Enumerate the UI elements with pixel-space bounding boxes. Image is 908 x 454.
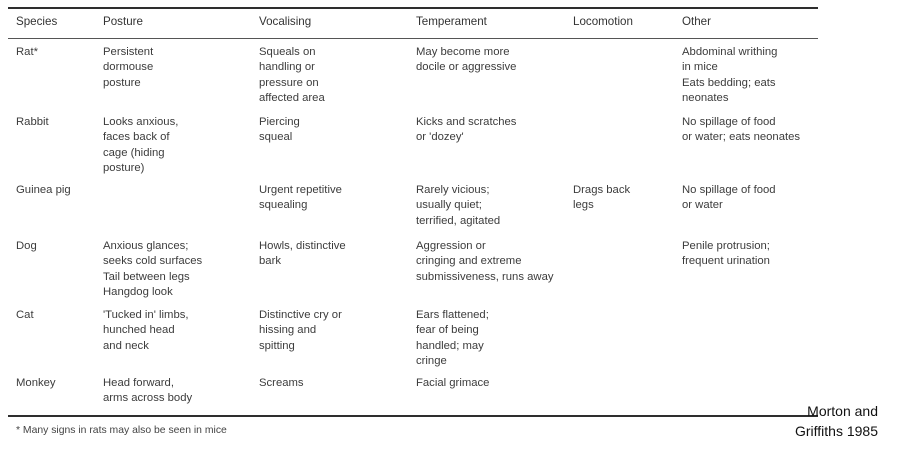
table-header-rule	[8, 38, 818, 39]
cell-temperament: Facial grimace	[416, 377, 490, 389]
cell-vocalising: Urgent repetitive squealing	[259, 184, 342, 212]
cell-species: Guinea pig	[16, 184, 71, 196]
cell-other: Abdominal writhing in mice Eats bedding; eats neonates	[682, 46, 778, 105]
cell-posture: 'Tucked in' limbs, hunched head and neck	[103, 309, 189, 352]
cell-vocalising: Piercing squeal	[259, 116, 300, 144]
header-species: Species	[16, 15, 58, 28]
credit-line-1: Morton and	[807, 403, 878, 419]
credit-line-2: Griffiths 1985	[794, 423, 878, 439]
cell-locomotion: Drags back legs	[573, 184, 631, 212]
cell-species: Dog	[16, 240, 37, 252]
cell-vocalising: Howls, distinctive bark	[259, 240, 346, 268]
cell-posture: Persistent dormouse posture	[103, 46, 154, 89]
header-other: Other	[682, 15, 711, 28]
header-vocalising: Vocalising	[259, 15, 312, 28]
cell-other: No spillage of food or water; eats neonates	[682, 116, 801, 144]
cell-species: Monkey	[16, 377, 56, 389]
cell-species: Rabbit	[16, 116, 49, 128]
cell-other: Penile protrusion; frequent urination	[682, 240, 770, 268]
header-posture: Posture	[103, 15, 143, 28]
cell-temperament: Aggression or cringing and extreme submissiveness, runs away	[416, 240, 554, 283]
table-bottom-rule	[8, 415, 818, 417]
cell-vocalising: Screams	[259, 377, 304, 389]
cell-temperament: Ears flattened; fear of being handled; may cringe	[416, 309, 489, 368]
cell-vocalising: Distinctive cry or hissing and spitting	[259, 309, 342, 352]
cell-vocalising: Squeals on handling or pressure on affected area	[259, 46, 325, 105]
cell-other: No spillage of food or water	[682, 184, 776, 212]
cell-posture: Head forward, arms across body	[103, 377, 193, 405]
cell-species: Rat*	[16, 46, 38, 58]
cell-temperament: Kicks and scratches or 'dozey'	[416, 116, 517, 144]
cell-species: Cat	[16, 309, 34, 321]
cell-temperament: Rarely vicious; usually quiet; terrified, agitated	[416, 184, 501, 227]
table-top-rule	[8, 7, 818, 9]
cell-posture: Anxious glances; seeks cold surfaces Tail between legs Hangdog look	[103, 240, 203, 299]
cell-temperament: May become more docile or aggressive	[416, 46, 517, 74]
cell-posture: Looks anxious, faces back of cage (hiding posture)	[103, 116, 179, 175]
citation-credit	[795, 401, 878, 441]
header-temperament: Temperament	[416, 15, 487, 28]
header-locomotion: Locomotion	[573, 15, 633, 28]
table-footnote: * Many signs in rats may also be seen in mice	[16, 425, 227, 436]
